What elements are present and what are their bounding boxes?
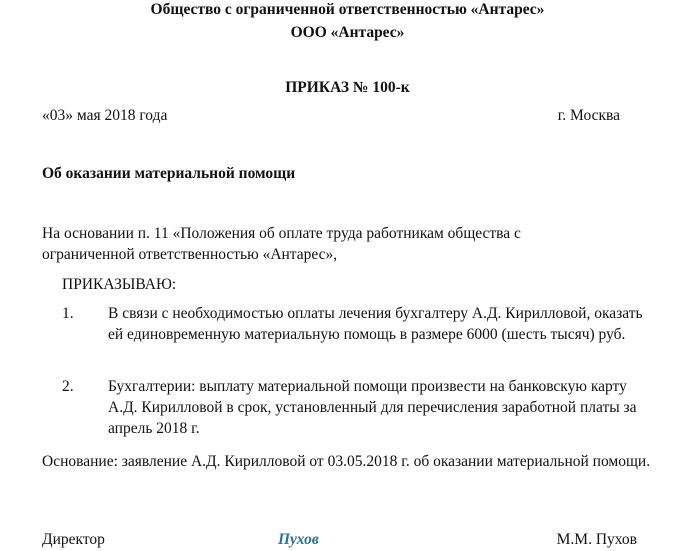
item-text: В связи с необходимостью оплаты лечения бухгалтеру А.Д. Кирилловой, оказать ей единовременную материальную помощь в размере 6000 (шесть тысяч) руб. <box>108 305 643 343</box>
signature-role: Директор <box>42 531 105 548</box>
basis-intro-paragraph: На основании п. 11 «Положения об оплате труда работникам общества с ограниченной ответственностью «Антарес», <box>42 225 521 263</box>
order-subject: Об оказании материальной помощи <box>42 165 296 182</box>
organization-full-name: Общество с ограниченной ответственностью «Антарес» <box>150 1 545 18</box>
order-title: ПРИКАЗ № 100-к <box>285 79 410 96</box>
order-date: «03» мая 2018 года <box>42 107 168 124</box>
handwritten-signature: Пухов <box>278 531 319 548</box>
basis-final-paragraph: Основание: заявление А.Д. Кирилловой от 03.05.2018 г. об оказании материальной помощи. <box>42 453 651 470</box>
item-text: Бухгалтерии: выплату материальной помощи произвести на банковскую карту А.Д. Кирилловой в срок, установленный для перечисления заработной платы за апрель 2018 г. <box>108 378 637 437</box>
organization-short-name: ООО «Антарес» <box>290 24 405 41</box>
signature-name: М.М. Пухов <box>556 531 637 548</box>
order-city: г. Москва <box>557 107 620 124</box>
order-word: ПРИКАЗЫВАЮ: <box>62 276 177 293</box>
item-number: 1. <box>62 305 74 322</box>
item-number: 2. <box>62 378 74 395</box>
